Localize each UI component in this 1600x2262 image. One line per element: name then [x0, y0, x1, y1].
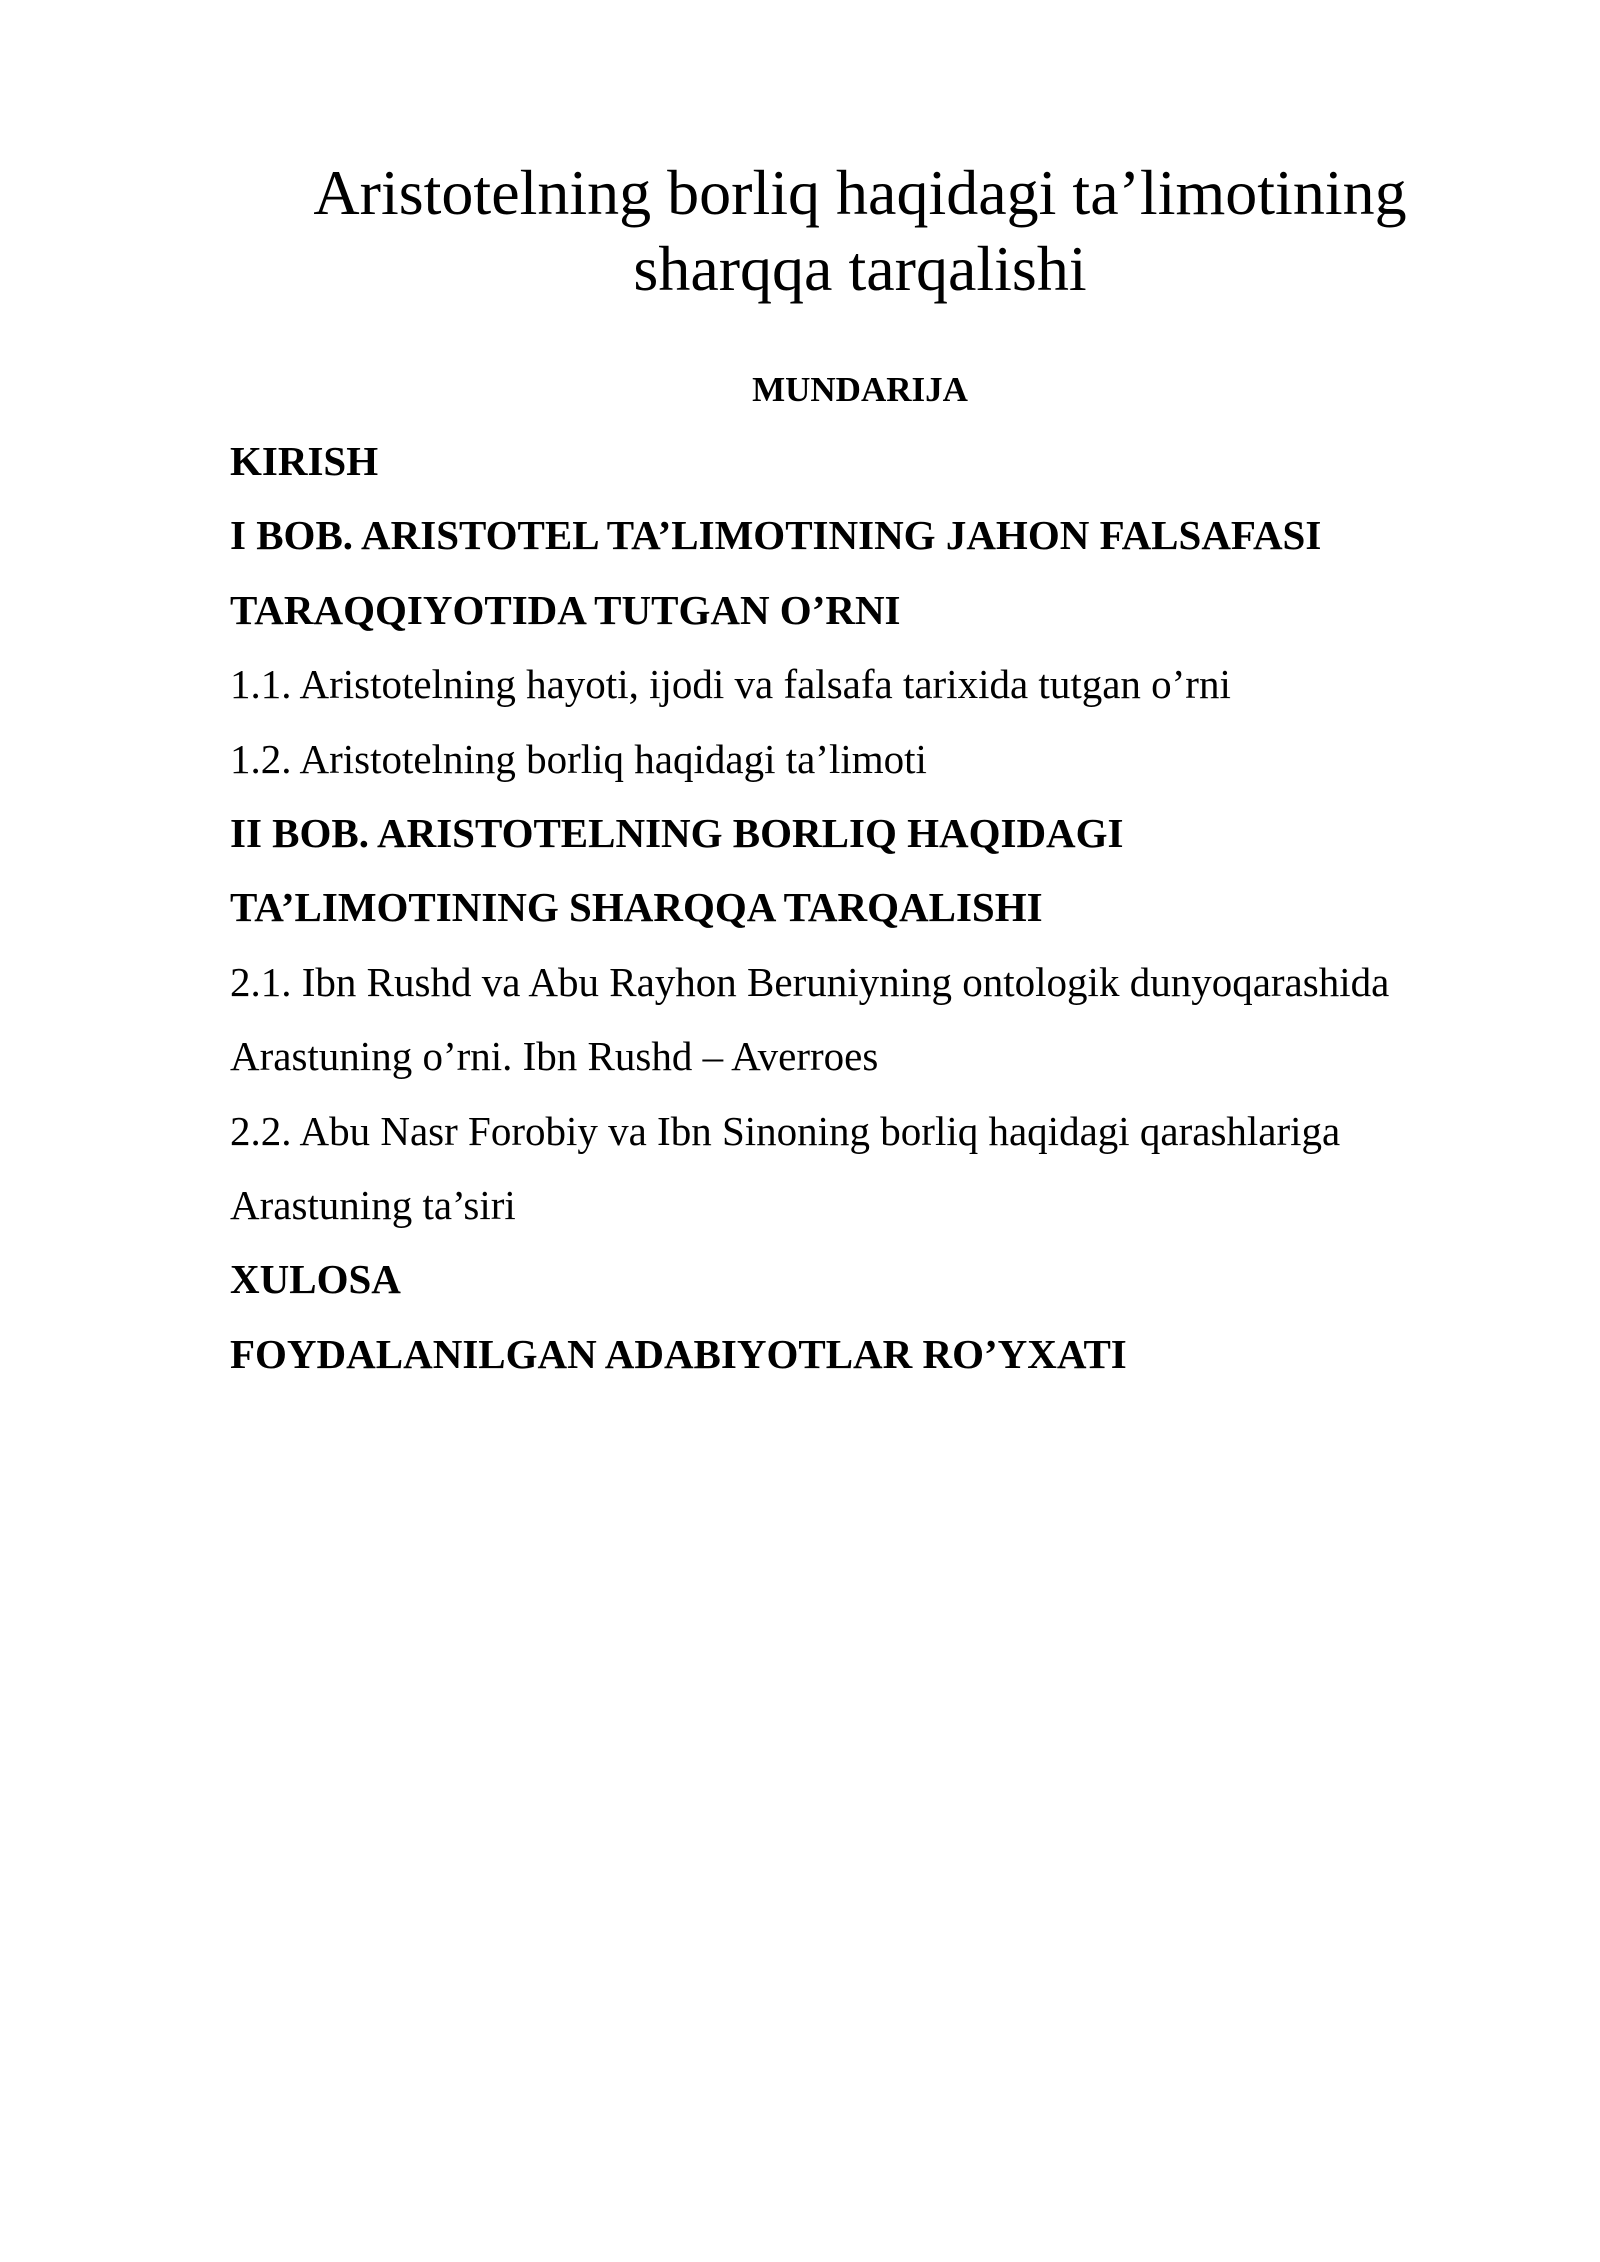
table-of-contents — [230, 424, 1530, 1391]
document-title — [230, 155, 1490, 307]
title-line-1: Aristotelning borliq haqidagi ta’limotining — [313, 157, 1407, 228]
title-line-2: sharqqa tarqalishi — [633, 233, 1087, 304]
toc-line-chapter-1-part-2: TARAQQIYOTIDA TUTGAN O’RNI — [230, 586, 901, 633]
toc-line-section-1-1: 1.1. Aristotelning hayoti, ijodi va falsafa tarixida tutgan o’rni — [230, 661, 1231, 708]
toc-line-section-2-2-part-2: Arastuning ta’siri — [230, 1181, 516, 1228]
toc-line-kirish: KIRISH — [230, 438, 379, 484]
toc-line-section-2-1-part-2: Arastuning o’rni. Ibn Rushd – Averroes — [230, 1033, 879, 1080]
toc-line-section-1-2: 1.2. Aristotelning borliq haqidagi ta’limoti — [230, 735, 927, 782]
toc-line-section-2-1-part-1: 2.1. Ibn Rushd va Abu Rayhon Beruniyning ontologik dunyoqarashida — [230, 958, 1390, 1005]
toc-line-references: FOYDALANILGAN ADABIYOTLAR RO’YXATI — [230, 1330, 1127, 1377]
toc-heading: MUNDARIJA — [752, 370, 968, 409]
toc-line-xulosa: XULOSA — [230, 1256, 401, 1303]
toc-line-section-2-2-part-1: 2.2. Abu Nasr Forobiy va Ibn Sinoning borliq haqidagi qarashlariga — [230, 1107, 1341, 1154]
toc-line-chapter-2-part-1: II BOB. ARISTOTELNING BORLIQ HAQIDAGI — [230, 809, 1124, 856]
toc-line-chapter-1-part-1: I BOB. ARISTOTEL TA’LIMOTINING JAHON FALSAFASI — [230, 512, 1322, 559]
toc-line-chapter-2-part-2: TA’LIMOTINING SHARQQA TARQALISHI — [230, 884, 1043, 931]
